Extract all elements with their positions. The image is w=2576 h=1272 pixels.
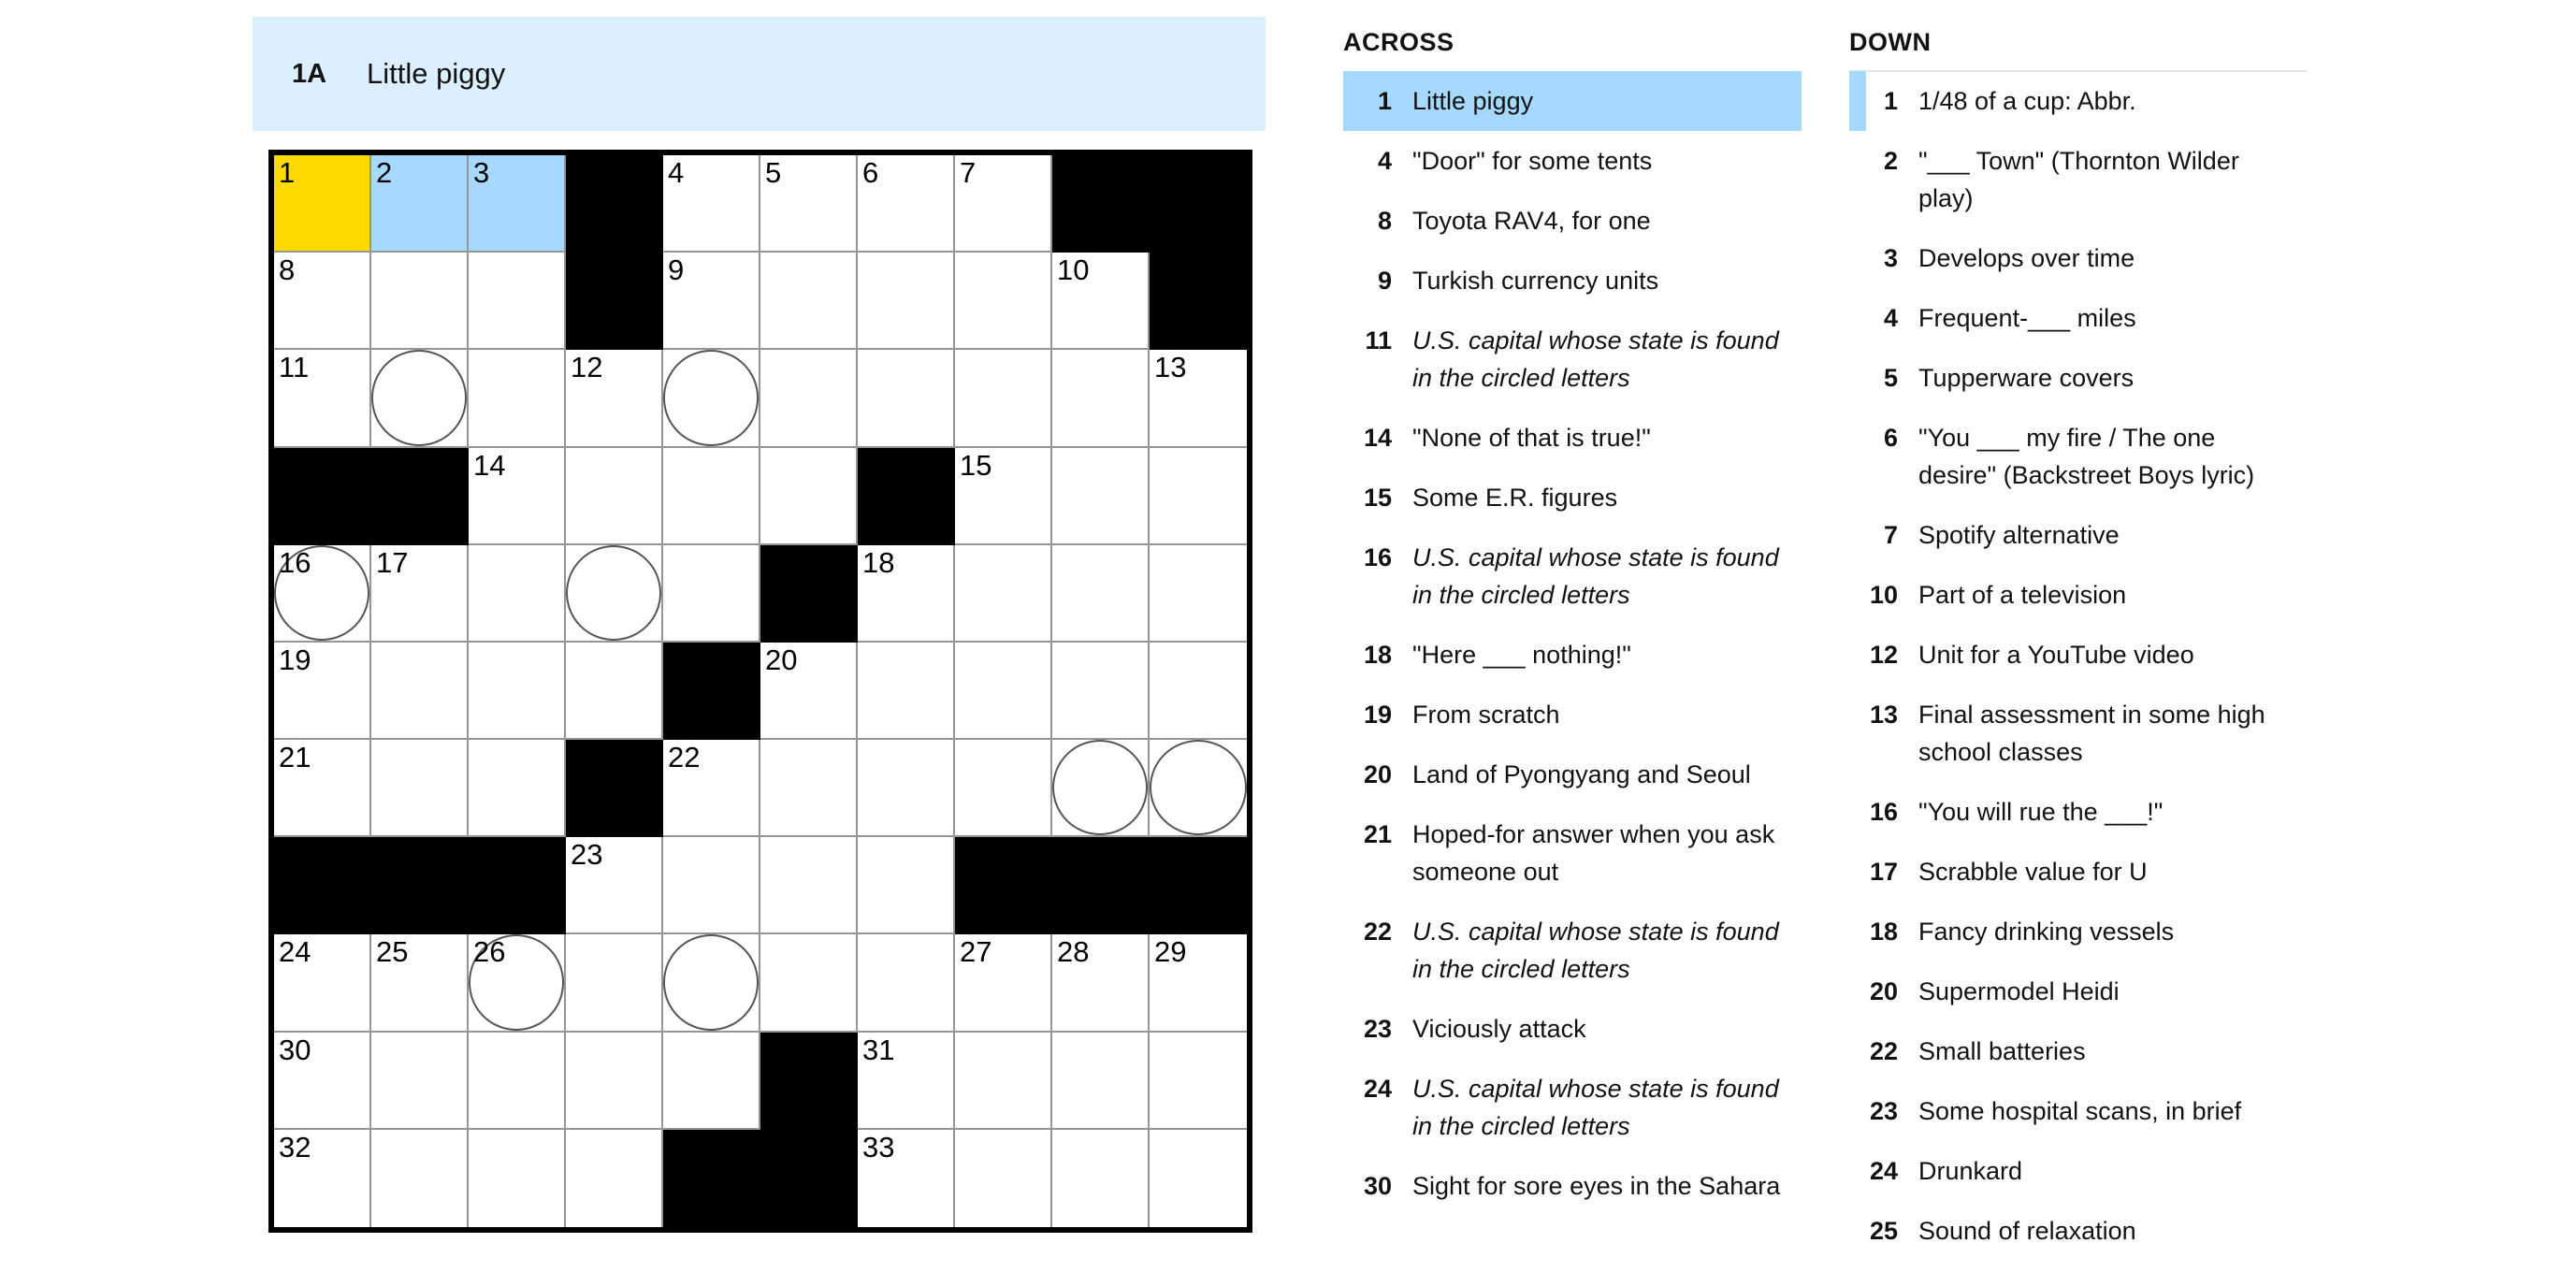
cell-number: 18 (862, 545, 895, 579)
grid-block (760, 545, 858, 643)
cell-number: 23 (571, 838, 603, 872)
grid-cell[interactable] (371, 350, 469, 447)
grid-cell[interactable] (469, 740, 566, 837)
down-clue-10[interactable] (1849, 565, 2308, 625)
grid-cell[interactable] (955, 350, 1052, 447)
down-clue-3[interactable] (1849, 228, 2308, 288)
grid-block (274, 448, 371, 545)
down-heading: DOWN (1849, 28, 1932, 56)
grid-block (566, 253, 663, 350)
down-clue-22[interactable] (1849, 1021, 2308, 1081)
grid-cell[interactable] (955, 545, 1052, 643)
clue-number: 4 (1377, 147, 1392, 175)
clue-text: "___ Town" (Thornton Wilder play) (1918, 147, 2239, 212)
grid-cell[interactable] (274, 155, 371, 253)
cell-number: 32 (279, 1130, 311, 1164)
grid-cell[interactable] (1052, 934, 1150, 1032)
cell-number: 13 (1154, 351, 1187, 384)
grid-cell[interactable] (955, 934, 1052, 1032)
cell-circle (371, 350, 467, 445)
cell-number: 27 (960, 935, 992, 969)
clue-number: 18 (1869, 918, 1898, 946)
grid-block (663, 1130, 760, 1227)
clue-text: Unit for a YouTube video (1918, 641, 2194, 669)
clue-text: From scratch (1412, 701, 1560, 729)
grid-block (1052, 155, 1150, 253)
grid-cell[interactable] (858, 545, 955, 643)
clue-text: Hoped-for answer when you ask someone out (1412, 820, 1775, 886)
clue-text: Drunkard (1918, 1157, 2023, 1185)
grid-cell[interactable] (274, 740, 371, 837)
cell-number: 6 (862, 156, 879, 189)
grid-cell[interactable] (1052, 350, 1150, 447)
current-clue-number: 1A (292, 58, 327, 89)
clue-text: "Door" for some tents (1412, 147, 1653, 175)
clue-text: Sound of relaxation (1918, 1217, 2136, 1245)
cell-number: 5 (765, 156, 782, 189)
grid-cell[interactable] (955, 643, 1052, 740)
grid-cell[interactable] (1150, 934, 1247, 1032)
grid-cell[interactable] (274, 545, 371, 643)
grid-block (371, 448, 469, 545)
grid-cell[interactable] (858, 350, 955, 447)
clue-text: Frequent-___ miles (1918, 304, 2136, 332)
grid-block (274, 837, 371, 934)
cell-number: 2 (376, 156, 393, 189)
cell-number: 15 (960, 448, 992, 482)
grid-cell[interactable] (663, 350, 760, 447)
cell-number: 29 (1154, 935, 1187, 969)
grid-cell[interactable] (274, 1033, 371, 1130)
clue-text: U.S. capital whose state is found in the circled letters (1412, 543, 1779, 609)
grid-block (1150, 155, 1247, 253)
grid-cell[interactable] (1052, 448, 1150, 545)
clue-text: Viciously attack (1412, 1015, 1586, 1043)
cell-number: 7 (960, 156, 977, 189)
clue-number: 15 (1363, 484, 1392, 512)
cell-number: 8 (279, 253, 296, 287)
clue-text: Scrabble value for U (1918, 858, 2148, 886)
cell-number: 24 (279, 935, 311, 969)
across-clue-18[interactable] (1343, 625, 1802, 685)
down-clue-4[interactable] (1849, 288, 2308, 348)
grid-cell[interactable] (566, 350, 663, 447)
grid-cell[interactable] (1150, 1130, 1247, 1227)
cell-number: 17 (376, 545, 409, 579)
grid-cell[interactable] (760, 155, 858, 253)
grid-block (955, 837, 1052, 934)
grid-cell[interactable] (858, 1130, 955, 1227)
down-clue-13[interactable] (1849, 685, 2308, 782)
down-clue-1[interactable] (1849, 71, 2308, 131)
grid-cell[interactable] (760, 448, 858, 545)
grid-cell[interactable] (371, 934, 469, 1032)
grid-block (1150, 837, 1247, 934)
clue-number: 20 (1363, 760, 1392, 788)
grid-cell[interactable] (760, 934, 858, 1032)
current-clue-text: Little piggy (367, 57, 506, 90)
clue-text: "You ___ my fire / The one desire" (Backstreet Boys lyric) (1918, 424, 2255, 489)
grid-cell[interactable] (1150, 740, 1247, 837)
grid-cell[interactable] (371, 253, 469, 350)
grid-cell[interactable] (469, 934, 566, 1032)
clue-text: Toyota RAV4, for one (1412, 207, 1651, 235)
grid-block (566, 155, 663, 253)
grid-cell[interactable] (469, 448, 566, 545)
grid-cell[interactable] (1150, 448, 1247, 545)
across-clue-15[interactable] (1343, 468, 1802, 528)
grid-cell[interactable] (469, 545, 566, 643)
grid-cell[interactable] (858, 643, 955, 740)
cell-circle (663, 350, 759, 445)
clue-text: Final assessment in some high school classes (1918, 701, 2265, 766)
down-clue-6[interactable] (1849, 408, 2308, 505)
clue-number: 12 (1869, 641, 1898, 669)
grid-cell[interactable] (663, 1033, 760, 1130)
grid-block (469, 837, 566, 934)
cell-number: 4 (668, 156, 685, 189)
cell-number: 33 (862, 1130, 895, 1164)
clue-number: 9 (1377, 267, 1392, 295)
grid-block (858, 448, 955, 545)
clue-number: 19 (1363, 701, 1392, 729)
cell-number: 31 (862, 1033, 895, 1066)
clue-text: Land of Pyongyang and Seoul (1412, 760, 1751, 788)
down-clue-23[interactable] (1849, 1081, 2308, 1141)
grid-block (1052, 837, 1150, 934)
grid-cell[interactable] (469, 1033, 566, 1130)
clue-text: Develops over time (1918, 244, 2135, 272)
clue-number: 14 (1363, 424, 1392, 452)
grid-cell[interactable] (566, 934, 663, 1032)
grid-block (371, 837, 469, 934)
across-heading: ACROSS (1343, 28, 1454, 56)
down-clue-25[interactable] (1849, 1201, 2308, 1261)
grid-cell[interactable] (1052, 740, 1150, 837)
clue-text: Part of a television (1918, 581, 2127, 609)
clue-text: Small batteries (1918, 1037, 2086, 1065)
clue-text: Turkish currency units (1412, 267, 1659, 295)
grid-cell[interactable] (274, 643, 371, 740)
across-clue-16[interactable] (1343, 528, 1802, 625)
grid-cell[interactable] (469, 643, 566, 740)
grid-cell[interactable] (566, 837, 663, 934)
down-clue-17[interactable] (1849, 842, 2308, 902)
cell-number: 21 (279, 741, 311, 774)
grid-cell[interactable] (858, 253, 955, 350)
cell-number: 28 (1057, 935, 1090, 969)
grid-block (566, 740, 663, 837)
clue-number: 13 (1869, 701, 1898, 729)
clue-number: 2 (1883, 147, 1898, 175)
cell-number: 22 (668, 741, 701, 774)
grid-cell[interactable] (566, 643, 663, 740)
grid-cell[interactable] (663, 740, 760, 837)
grid-cell[interactable] (371, 740, 469, 837)
cell-number: 30 (279, 1033, 311, 1066)
clue-number: 6 (1883, 424, 1898, 452)
grid-block (1150, 253, 1247, 350)
across-clue-11[interactable] (1343, 311, 1802, 408)
clue-number: 1 (1377, 87, 1392, 115)
grid-block (663, 643, 760, 740)
clue-number: 1 (1883, 87, 1898, 115)
cell-number: 3 (473, 156, 490, 189)
grid-cell[interactable] (371, 545, 469, 643)
across-clue-30[interactable] (1343, 1156, 1802, 1216)
grid-cell[interactable] (1052, 1130, 1150, 1227)
across-clue-23[interactable] (1343, 999, 1802, 1059)
grid-cell[interactable] (955, 155, 1052, 253)
cell-number: 9 (668, 253, 685, 287)
across-clue-14[interactable] (1343, 408, 1802, 468)
down-clue-20[interactable] (1849, 961, 2308, 1021)
grid-cell[interactable] (663, 934, 760, 1032)
grid-cell[interactable] (760, 837, 858, 934)
clue-text: U.S. capital whose state is found in the circled letters (1412, 918, 1779, 983)
grid-cell[interactable] (371, 1130, 469, 1227)
grid-cell[interactable] (371, 643, 469, 740)
clue-text: "Here ___ nothing!" (1412, 641, 1631, 669)
clue-number: 20 (1869, 977, 1898, 1005)
grid-cell[interactable] (469, 155, 566, 253)
grid-cell[interactable] (1052, 643, 1150, 740)
cell-circle (1150, 740, 1247, 835)
grid-block (760, 1033, 858, 1130)
cell-circle (663, 934, 759, 1030)
clue-number: 7 (1883, 521, 1898, 549)
clue-text: U.S. capital whose state is found in the circled letters (1412, 326, 1779, 392)
clue-text: Some E.R. figures (1412, 484, 1618, 512)
cell-number: 16 (279, 545, 311, 579)
grid-cell[interactable] (469, 350, 566, 447)
clue-number: 5 (1883, 364, 1898, 392)
clue-number: 3 (1883, 244, 1898, 272)
grid-cell[interactable] (858, 837, 955, 934)
grid-cell[interactable] (663, 253, 760, 350)
grid-cell[interactable] (663, 448, 760, 545)
grid-cell[interactable] (858, 934, 955, 1032)
clue-number: 24 (1363, 1075, 1392, 1103)
clue-text: Tupperware covers (1918, 364, 2135, 392)
down-clue-5[interactable] (1849, 348, 2308, 408)
down-clue-24[interactable] (1849, 1141, 2308, 1201)
grid-cell[interactable] (371, 155, 469, 253)
grid-cell[interactable] (371, 1033, 469, 1130)
grid-cell[interactable] (1052, 1033, 1150, 1130)
across-clue-19[interactable] (1343, 685, 1802, 744)
clue-text: 1/48 of a cup: Abbr. (1918, 87, 2136, 115)
grid-cell[interactable] (274, 350, 371, 447)
grid-cell[interactable] (566, 1033, 663, 1130)
down-clue-12[interactable] (1849, 625, 2308, 685)
across-clue-20[interactable] (1343, 744, 1802, 804)
grid-cell[interactable] (760, 253, 858, 350)
cell-number: 1 (279, 156, 296, 189)
down-clue-16[interactable] (1849, 782, 2308, 842)
clue-text: Little piggy (1412, 87, 1534, 115)
clue-number: 18 (1363, 641, 1392, 669)
grid-cell[interactable] (566, 545, 663, 643)
grid-cell[interactable] (1150, 1033, 1247, 1130)
grid-cell[interactable] (760, 350, 858, 447)
grid-block (760, 1130, 858, 1227)
grid-cell[interactable] (663, 155, 760, 253)
clue-number: 16 (1363, 543, 1392, 571)
crossword-grid[interactable] (268, 150, 1252, 1233)
clue-number: 23 (1363, 1015, 1392, 1043)
down-clue-18[interactable] (1849, 902, 2308, 961)
grid-cell[interactable] (566, 448, 663, 545)
down-clue-2[interactable] (1849, 131, 2308, 228)
clue-number: 23 (1869, 1097, 1898, 1125)
cell-number: 25 (376, 935, 409, 969)
cell-number: 11 (279, 351, 310, 384)
clue-number: 16 (1869, 798, 1898, 826)
clue-number: 4 (1883, 304, 1898, 332)
cell-number: 20 (765, 643, 798, 676)
grid-cell[interactable] (469, 1130, 566, 1227)
grid-cell[interactable] (1150, 643, 1247, 740)
clue-number: 30 (1363, 1172, 1392, 1200)
grid-cell[interactable] (663, 837, 760, 934)
grid-cell[interactable] (858, 740, 955, 837)
cell-number: 12 (571, 351, 603, 384)
grid-cell[interactable] (663, 545, 760, 643)
cell-circle (566, 545, 661, 641)
clue-text: Supermodel Heidi (1918, 977, 2120, 1005)
cell-number: 14 (473, 448, 506, 482)
clue-number: 17 (1869, 858, 1898, 886)
grid-cell[interactable] (955, 1130, 1052, 1227)
cell-number: 26 (473, 935, 506, 969)
clue-text: "You will rue the ___!" (1918, 798, 2164, 826)
grid-cell[interactable] (1150, 545, 1247, 643)
clue-number: 22 (1363, 918, 1392, 946)
cell-number: 19 (279, 643, 311, 676)
grid-cell[interactable] (1150, 350, 1247, 447)
across-clue-21[interactable] (1343, 804, 1802, 902)
grid-cell[interactable] (858, 155, 955, 253)
grid-cell[interactable] (955, 253, 1052, 350)
grid-cell[interactable] (274, 934, 371, 1032)
grid-cell[interactable] (274, 1130, 371, 1227)
down-clue-7[interactable] (1849, 505, 2308, 565)
across-clue-9[interactable] (1343, 251, 1802, 311)
grid-cell[interactable] (760, 740, 858, 837)
clue-text: Fancy drinking vessels (1918, 918, 2175, 946)
clue-number: 21 (1363, 820, 1392, 848)
cell-circle (1052, 740, 1148, 835)
across-clue-4[interactable] (1343, 131, 1802, 191)
clue-number: 10 (1869, 581, 1898, 609)
clue-number: 24 (1869, 1157, 1898, 1185)
clue-number: 8 (1377, 207, 1392, 235)
grid-cell[interactable] (955, 740, 1052, 837)
grid-cell[interactable] (955, 448, 1052, 545)
across-clue-22[interactable] (1343, 902, 1802, 999)
clue-text: Sight for sore eyes in the Sahara (1412, 1172, 1781, 1200)
across-clue-8[interactable] (1343, 191, 1802, 251)
across-clue-24[interactable] (1343, 1059, 1802, 1156)
grid-cell[interactable] (858, 1033, 955, 1130)
clue-number: 11 (1365, 326, 1392, 354)
clue-number: 22 (1869, 1037, 1898, 1065)
grid-cell[interactable] (1052, 545, 1150, 643)
current-clue-bar (253, 17, 1266, 131)
grid-cell[interactable] (760, 643, 858, 740)
across-clue-1[interactable] (1343, 71, 1802, 131)
clue-text: U.S. capital whose state is found in the circled letters (1412, 1075, 1779, 1140)
cell-number: 10 (1057, 253, 1090, 287)
grid-cell[interactable] (274, 253, 371, 350)
grid-cell[interactable] (955, 1033, 1052, 1130)
clue-text: Some hospital scans, in brief (1918, 1097, 2242, 1125)
clue-text: "None of that is true!" (1412, 424, 1651, 452)
clue-text: Spotify alternative (1918, 521, 2120, 549)
clue-number: 25 (1869, 1217, 1898, 1245)
grid-cell[interactable] (469, 253, 566, 350)
grid-cell[interactable] (566, 1130, 663, 1227)
grid-cell[interactable] (1052, 253, 1150, 350)
